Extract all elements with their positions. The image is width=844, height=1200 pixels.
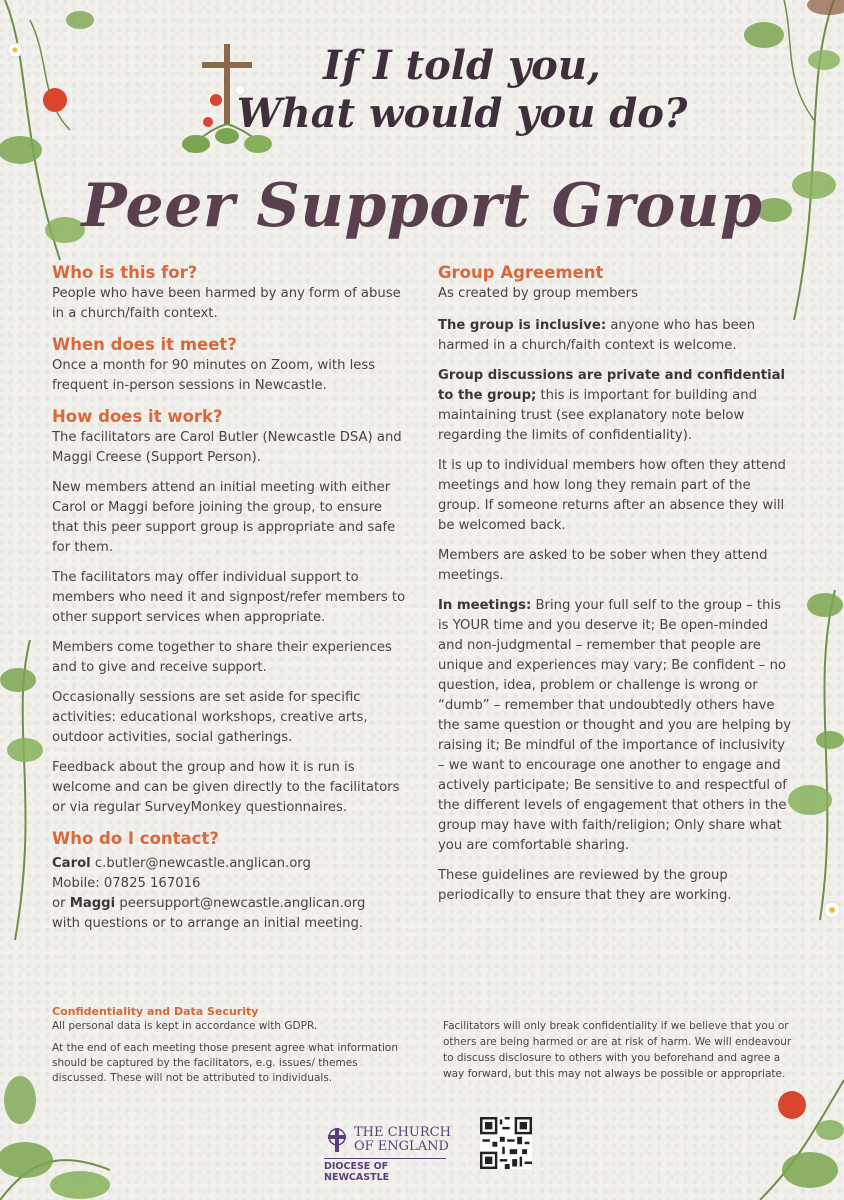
tagline-line-2: What would you do?: [236, 90, 688, 137]
confidentiality-text-1: All personal data is kept in accordance with GDPR.: [52, 1020, 318, 1032]
logo-line-1: THE CHURCH: [354, 1125, 451, 1140]
contact-name-maggi: Maggi: [69, 896, 116, 911]
inclusive-paragraph: [438, 316, 794, 356]
agreement-subtitle: As created by group members: [438, 286, 638, 301]
page-title: Peer Support Group: [81, 171, 763, 241]
qr-code-icon[interactable]: [480, 1117, 532, 1169]
meetings-text: Bring your full self to the group – this is YOUR time and you deserve it; Be open-minded and non-judgmental – remember that people are unique and experiences may vary; Be confident – no question, idea, problem or challenge is wrong or “dumb” – remember that undoubtedly others have the same question or thought and you are helping by raising it; Be mindful of the importance of inclusivity – we want to encourage one another to engage and actively participate; Be sensitive to and respectful of the different levels of engagement that others in the group may have with faith/religion; Only share what you are comfortable sharing.: [438, 598, 792, 853]
logo-diocese: DIOCESE OF NEWCASTLE: [324, 1158, 446, 1183]
contact-heading: Who do I contact?: [52, 829, 219, 848]
meetings-bold: In meetings:: [438, 598, 532, 613]
church-of-england-logo: [324, 1124, 454, 1183]
cross-logo-icon: [326, 1126, 348, 1154]
contact-block: [52, 854, 412, 934]
tagline-line-1: If I told you,: [323, 42, 601, 89]
break-confidentiality-note: Facilitators will only break confidentiality if we believe that you or others are being harmed or are at risk of harm. We will endeavour to discuss disclosure to others with you beforehand and agree a way forward, but this may not always be possible or appropriate.: [443, 1020, 792, 1080]
strawberry-plant-left-middle-illustration: [0, 640, 50, 940]
how-paragraph: The facilitators may offer individual support to members who need it and signpost/refer members to other support services when appropriate.: [52, 570, 406, 625]
logo-line-2: OF ENGLAND: [354, 1139, 449, 1154]
how-paragraph: New members attend an initial meeting with either Carol or Maggi before joining the group, to ensure that this peer support group is appropriate and safe for them.: [52, 480, 396, 555]
contact-email-maggi[interactable]: peersupport@newcastle.anglican.org: [119, 896, 366, 911]
contact-or: or: [52, 896, 66, 911]
up-to-paragraph: It is up to individual members how often they attend meetings and how long they remain part of the group. If someone returns after an absence they will be welcomed back.: [438, 458, 786, 533]
who-for-text: People who have been harmed by any form of abuse in a church/faith context.: [52, 286, 401, 321]
contact-email-carol[interactable]: c.butler@newcastle.anglican.org: [94, 856, 311, 871]
right-column: [438, 262, 794, 916]
who-for-heading: Who is this for?: [52, 263, 198, 282]
contact-mobile: Mobile: 07825 167016: [52, 876, 201, 891]
left-column: [52, 262, 412, 934]
confidentiality-text-2: At the end of each meeting those present agree what information should be captured by the facilitators, e.g. issues/ themes discussed. These will not be attributed to individuals.: [52, 1042, 398, 1084]
private-text: this is important for building and maintaining trust (see explanatory note below regarding the limits of confidentiality).: [438, 388, 757, 443]
contact-name-carol: Carol: [52, 856, 91, 871]
private-bold: Group discussions are private and confidential to the group;: [438, 368, 786, 403]
inclusive-text: anyone who has been harmed in a church/faith context is welcome.: [438, 318, 756, 353]
sober-paragraph: Members are asked to be sober when they attend meetings.: [438, 548, 768, 583]
private-paragraph: [438, 366, 794, 446]
meetings-paragraph: [438, 596, 794, 856]
confidentiality-heading: Confidentiality and Data Security: [52, 1005, 259, 1018]
how-paragraph: Members come together to share their experiences and to give and receive support.: [52, 640, 392, 675]
tagline: [0, 42, 844, 138]
contact-tail: with questions or to arrange an initial meeting.: [52, 916, 364, 931]
how-paragraph: Feedback about the group and how it is run is welcome and can be given directly to the facilitators or via regular SurveyMonkey questionnaires.: [52, 760, 400, 815]
how-paragraph: The facilitators are Carol Butler (Newcastle DSA) and Maggi Creese (Support Person).: [52, 430, 402, 465]
confidentiality-note: [52, 1004, 412, 1086]
how-paragraph: Occasionally sessions are set aside for specific activities: educational workshops, creative arts, outdoor activities, social gatherings.: [52, 690, 368, 745]
logo-text: [354, 1126, 451, 1154]
when-text: Once a month for 90 minutes on Zoom, with less frequent in-person sessions in Newcastle.: [52, 358, 376, 393]
how-heading: How does it work?: [52, 407, 223, 426]
inclusive-bold: The group is inclusive:: [438, 318, 607, 333]
agreement-heading: Group Agreement: [438, 263, 604, 282]
when-heading: When does it meet?: [52, 335, 237, 354]
reviewed-paragraph: These guidelines are reviewed by the group periodically to ensure that they are working.: [438, 868, 732, 903]
